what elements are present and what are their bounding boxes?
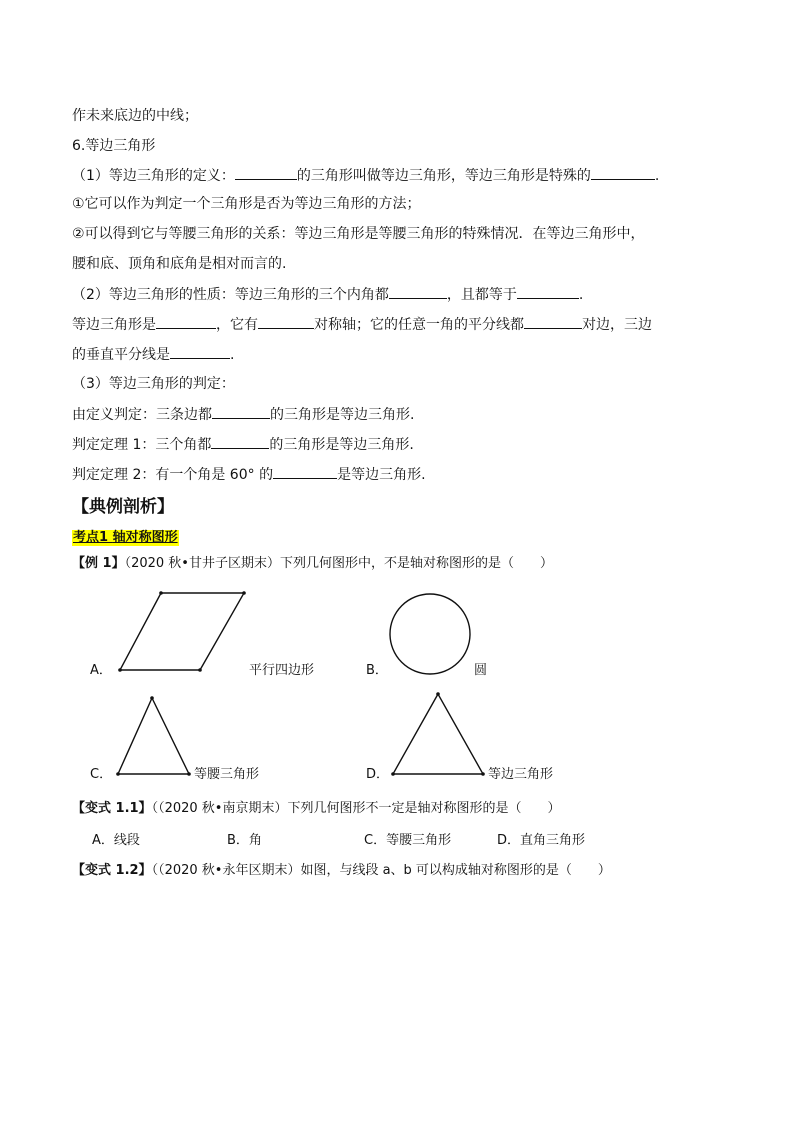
- line-text: 作未来底边的中线；: [72, 108, 198, 124]
- line-text: ①它可以作为判定一个三角形是否为等边三角形的方法；: [72, 196, 421, 212]
- option-d-letter[interactable]: D．: [366, 767, 390, 782]
- topic-tag-prefix: 考点1: [73, 530, 113, 545]
- line-text: 由定义判定：三条边都: [72, 407, 212, 423]
- line-text: 的三角形是等边三角形.: [270, 407, 415, 423]
- variant-1-1-option-c[interactable]: C．等腰三角形: [364, 833, 452, 848]
- line-text: .: [230, 347, 235, 363]
- line-text: ②可以得到它与等腰三角形的关系：等边三角形是等腰三角形的特殊情况．在等边三角形中，: [72, 226, 645, 242]
- example-label: 【例 1】: [72, 556, 125, 571]
- line-text: 等边三角形是: [72, 317, 156, 333]
- line-text: （2）等边三角形的性质：等边三角形的三个内角都: [72, 287, 389, 303]
- variant-label: 【变式 1.2】: [72, 863, 152, 878]
- line-text: .: [578, 287, 584, 303]
- line-text: 腰和底、顶角和底角是相对而言的.: [72, 256, 287, 272]
- option-c-letter[interactable]: C．: [90, 767, 113, 782]
- line-text: 对称轴；它的任意一角的平分线都: [314, 317, 524, 333]
- line-text: 的三角形是等边三角形.: [269, 437, 414, 453]
- line-text: 的三角形叫做等边三角形，等边三角形是特殊的: [296, 168, 591, 184]
- circle-figure: [390, 594, 470, 674]
- line-text: ，且都等于: [446, 287, 517, 303]
- option-d-name: 等边三角形: [488, 767, 554, 782]
- question-text: （2020 秋•甘井子区期末）下列几何图形中，不是轴对称图形的是（ ）: [124, 556, 553, 571]
- section-heading: 【典例剖析】: [72, 497, 174, 517]
- variant-1-2-question: [72, 862, 611, 880]
- parallelogram-figure: [118, 591, 246, 672]
- variant-label: 【变式 1.1】: [72, 801, 152, 816]
- line-text: （1）等边三角形的定义：: [72, 168, 235, 184]
- line-text: .: [654, 168, 660, 184]
- topic-tag-title: 轴对称图形: [112, 530, 178, 545]
- equilateral-triangle-figure: [391, 692, 485, 776]
- variant-1-1-question: [72, 800, 560, 818]
- line-text: 判定定理 1：三个角都: [72, 437, 212, 453]
- option-a-name: 平行四边形: [249, 663, 315, 678]
- isosceles-triangle-figure: [116, 696, 191, 776]
- variant-1-1-option-d[interactable]: D．直角三角形: [497, 833, 586, 848]
- question-text: （（2020 秋•永年区期末）如图，与线段 a、b 可以构成轴对称图形的是（ ）: [151, 863, 611, 878]
- variant-1-1-option-a[interactable]: A．线段: [92, 833, 140, 848]
- line-text: （3）等边三角形的判定：: [72, 376, 235, 392]
- option-a-letter[interactable]: A．: [90, 663, 112, 678]
- line-text: ，它有: [216, 317, 258, 333]
- option-b-name: 圆: [474, 663, 488, 678]
- line-text: 是等边三角形.: [337, 467, 426, 483]
- variant-1-1-option-b[interactable]: B．角: [227, 833, 262, 848]
- line-text: 判定定理 2：有一个角是 60° 的: [72, 467, 274, 483]
- line-text: 6.等边三角形: [72, 138, 156, 154]
- option-c-name: 等腰三角形: [194, 767, 260, 782]
- option-b-letter[interactable]: B．: [366, 663, 388, 678]
- line-text: 的垂直平分线是: [72, 347, 170, 363]
- question-text: （（2020 秋•南京期末）下列几何图形不一定是轴对称图形的是（ ）: [151, 801, 561, 816]
- line-text: 对边，三边: [582, 317, 652, 333]
